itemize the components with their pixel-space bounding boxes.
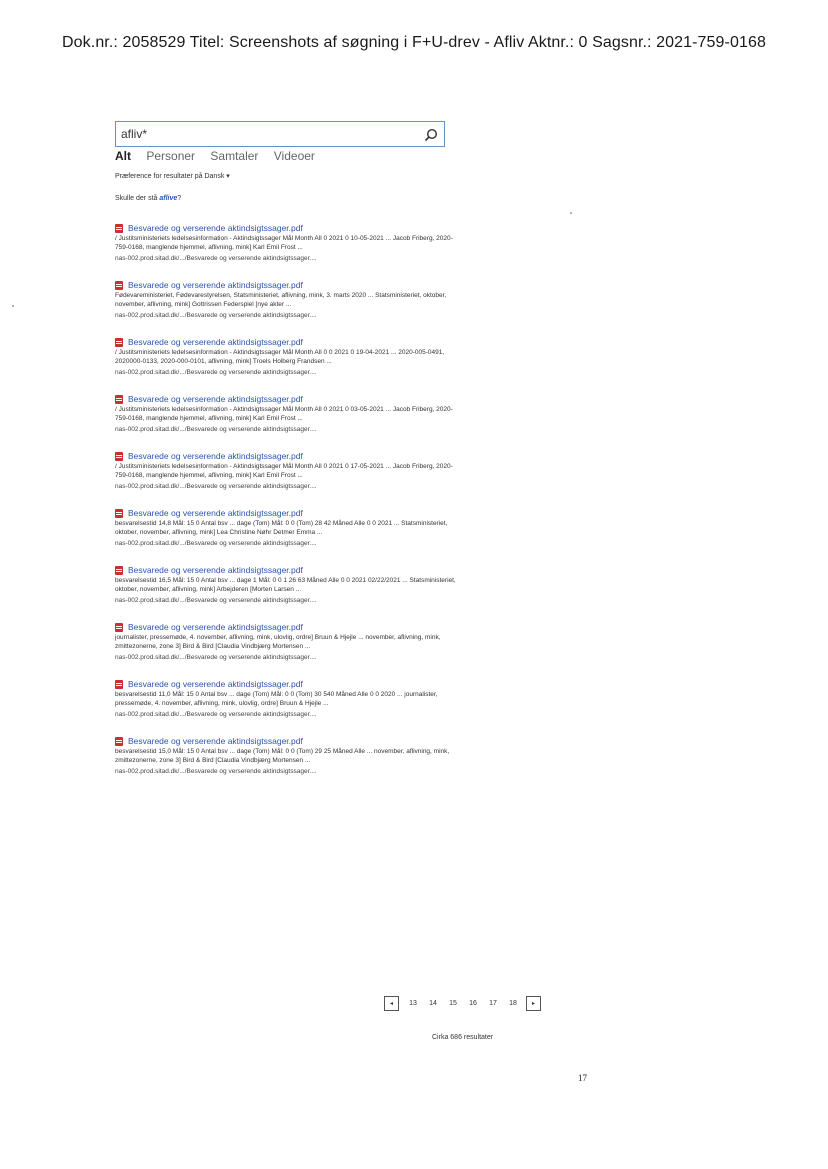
did-you-mean-prefix: Skulle der stå (115, 195, 160, 202)
result-url[interactable]: nas-002.prod.sitad.dk/.../Besvarede og verserende aktindsigtssager.... (115, 768, 317, 775)
language-preference[interactable]: Præference for resultater på Dansk ▾ (115, 173, 230, 180)
result-url[interactable]: nas-002.prod.sitad.dk/.../Besvarede og verserende aktindsigtssager.... (115, 369, 317, 376)
page-link[interactable]: 15 (449, 1000, 457, 1007)
tab-all[interactable]: Alt (115, 149, 131, 163)
tab-conversations[interactable]: Samtaler (210, 149, 259, 163)
result-title-link[interactable] (115, 621, 460, 633)
result-title-link[interactable] (115, 735, 460, 747)
result-snippet: besvarelsestid 16,5 Mål: 15 0 Antal bsv ... dage 1 Mål: 0 0 1 26 63 Måned Alle 0 0 2021 02/22/2021 ... Statsministeriet, oktober, november, aflivning, mink] Arbejderen [Morten Larsen ... (115, 577, 456, 593)
result-url[interactable]: nas-002.prod.sitad.dk/.../Besvarede og verserende aktindsigtssager.... (115, 312, 317, 319)
page-link-current[interactable]: 17 (489, 1000, 497, 1007)
result-snippet: / Justitsministeriets ledelsesinformation - Aktindsigtssager Mål Month All 0 2021 0 03-05-2021 ... Jacob Friberg, 2020-759-0168, manglende hjemmel, aflivning, mink] Karl Emil Frost ... (115, 406, 453, 422)
search-result (115, 621, 460, 662)
search-input[interactable] (121, 125, 411, 143)
spelling-suggestion-link[interactable]: aflive (159, 195, 178, 202)
result-snippet: journalister, pressemøde, 4. november, aflivning, mink, ulovlig, ordre] Bruun & Hjejle ... november, aflivning, mink, zmittezonerne, zone 3] Bird & Bird [Claudia Vindbjærg Mortensen ... (115, 634, 441, 650)
search-result (115, 564, 460, 605)
result-snippet: / Justitsministeriets ledelsesinformation - Aktindsigtssager Mål Month All 0 2021 0 17-05-2021 ... Jacob Friberg, 2020-759-0168, manglende hjemmel, aflivning, mink] Karl Emil Frost ... (115, 463, 453, 479)
result-count: Cirka 686 resultater (432, 1034, 494, 1041)
result-url[interactable]: nas-002.prod.sitad.dk/.../Besvarede og verserende aktindsigtssager.... (115, 255, 317, 262)
pdf-icon (115, 737, 123, 746)
scan-speck (12, 305, 14, 307)
result-snippet: besvarelsestid 15,0 Mål: 15 0 Antal bsv ... dage (Tom) Mål: 0 0 (Tom) 29 25 Måned Alle ... november, aflivning, mink, zmittezonerne, zone 3] Bird & Bird [Claudia Vindbjærg Mortensen ... (115, 748, 450, 764)
tab-videos[interactable]: Videoer (273, 149, 315, 163)
result-snippet: Fødevareministeriet, Fødevarestyrelsen, Statsministeriet, aflivning, mink, 3. marts 2020 ... Statsministeriet, oktober, november, aflivning, mink] Gottrissen Federspiel [nye akter ... (115, 292, 447, 308)
scan-speck (570, 212, 572, 214)
page-number: 17 (578, 1073, 587, 1083)
results-list (115, 222, 460, 792)
search-box[interactable] (115, 121, 445, 147)
pdf-icon (115, 281, 123, 290)
previous-page-button[interactable]: ◂ (384, 996, 399, 1011)
result-url[interactable]: nas-002.prod.sitad.dk/.../Besvarede og verserende aktindsigtssager.... (115, 597, 317, 604)
pdf-icon (115, 395, 123, 404)
search-result (115, 735, 460, 776)
result-title-text: Besvarede og verserende aktindsigtssager.pdf (128, 223, 303, 233)
result-title-link[interactable] (115, 393, 460, 405)
page-link[interactable]: 16 (469, 1000, 477, 1007)
pdf-icon (115, 338, 123, 347)
result-title-link[interactable] (115, 564, 460, 576)
tab-people[interactable]: Personer (146, 149, 196, 163)
search-result (115, 678, 460, 719)
did-you-mean (115, 195, 181, 202)
document-header: Dok.nr.: 2058529 Titel: Screenshots af søgning i F+U-drev - Afliv Aktnr.: 0 Sagsnr.: 2021-759-0168 (62, 34, 766, 51)
result-title-link[interactable] (115, 678, 460, 690)
result-url[interactable]: nas-002.prod.sitad.dk/.../Besvarede og verserende aktindsigtssager.... (115, 711, 317, 718)
next-page-button[interactable]: ▸ (526, 996, 541, 1011)
result-title-link[interactable] (115, 507, 460, 519)
pdf-icon (115, 452, 123, 461)
result-title-link[interactable] (115, 450, 460, 462)
page-link[interactable]: 13 (409, 1000, 417, 1007)
result-title-text: Besvarede og verserende aktindsigtssager.pdf (128, 394, 303, 404)
result-title-text: Besvarede og verserende aktindsigtssager.pdf (128, 451, 303, 461)
result-url[interactable]: nas-002.prod.sitad.dk/.../Besvarede og verserende aktindsigtssager.... (115, 483, 317, 490)
result-url[interactable]: nas-002.prod.sitad.dk/.../Besvarede og verserende aktindsigtssager.... (115, 654, 317, 661)
page-link[interactable]: 14 (429, 1000, 437, 1007)
result-title-text: Besvarede og verserende aktindsigtssager.pdf (128, 508, 303, 518)
result-title-text: Besvarede og verserende aktindsigtssager.pdf (128, 565, 303, 575)
did-you-mean-suffix: ? (177, 195, 182, 202)
search-tabs (115, 149, 327, 163)
result-title-link[interactable] (115, 222, 460, 234)
search-result (115, 507, 460, 548)
result-snippet: besvarelsestid 11,0 Mål: 15 0 Antal bsv ... dage (Tom) Mål: 0 0 (Tom) 30 540 Måned Alle 0 0 2020 ... journalister, pressemøde, 4. november, aflivning, mink, ulovlig, ordre] Bruun & Hjejle ... (115, 691, 438, 707)
search-result (115, 336, 460, 377)
result-url[interactable]: nas-002.prod.sitad.dk/.../Besvarede og verserende aktindsigtssager.... (115, 426, 317, 433)
result-title-link[interactable] (115, 336, 460, 348)
search-result (115, 222, 460, 263)
result-title-text: Besvarede og verserende aktindsigtssager.pdf (128, 679, 303, 689)
result-title-text: Besvarede og verserende aktindsigtssager.pdf (128, 337, 303, 347)
result-snippet: / Justitsministeriets ledelsesinformation - Aktindsigtssager Mål Month All 0 2021 0 10-05-2021 ... Jacob Friberg, 2020-759-0168, manglende hjemmel, aflivning, mink] Karl Emil Frost ... (115, 235, 453, 251)
result-title-text: Besvarede og verserende aktindsigtssager.pdf (128, 280, 303, 290)
pdf-icon (115, 680, 123, 689)
pdf-icon (115, 224, 123, 233)
pdf-icon (115, 509, 123, 518)
result-title-link[interactable] (115, 279, 460, 291)
pdf-icon (115, 566, 123, 575)
page-link[interactable]: 18 (509, 1000, 517, 1007)
search-result (115, 393, 460, 434)
pagination (384, 996, 541, 1011)
search-icon[interactable] (421, 125, 441, 145)
result-title-text: Besvarede og verserende aktindsigtssager.pdf (128, 622, 303, 632)
result-url[interactable]: nas-002.prod.sitad.dk/.../Besvarede og verserende aktindsigtssager.... (115, 540, 317, 547)
result-snippet: besvarelsestid 14,8 Mål: 15 0 Antal bsv ... dage (Tom) Mål: 0 0 (Tom) 28 42 Måned Alle 0 0 2021 ... Statsministeriet, oktober, november, aflivning, mink] Lea Christine Nøhr Detmer Emma ... (115, 520, 448, 536)
search-result (115, 279, 460, 320)
result-title-text: Besvarede og verserende aktindsigtssager.pdf (128, 736, 303, 746)
pdf-icon (115, 623, 123, 632)
result-snippet: / Justitsministeriets ledelsesinformation - Aktindsigtssager Mål Month All 0 0 2021 0 19-04-2021 ... 2020-005-0491, 2020000-0133, 2020-000-0101, aflivning, mink] Troels Holberg Frandsen ... (115, 349, 445, 365)
search-result (115, 450, 460, 491)
